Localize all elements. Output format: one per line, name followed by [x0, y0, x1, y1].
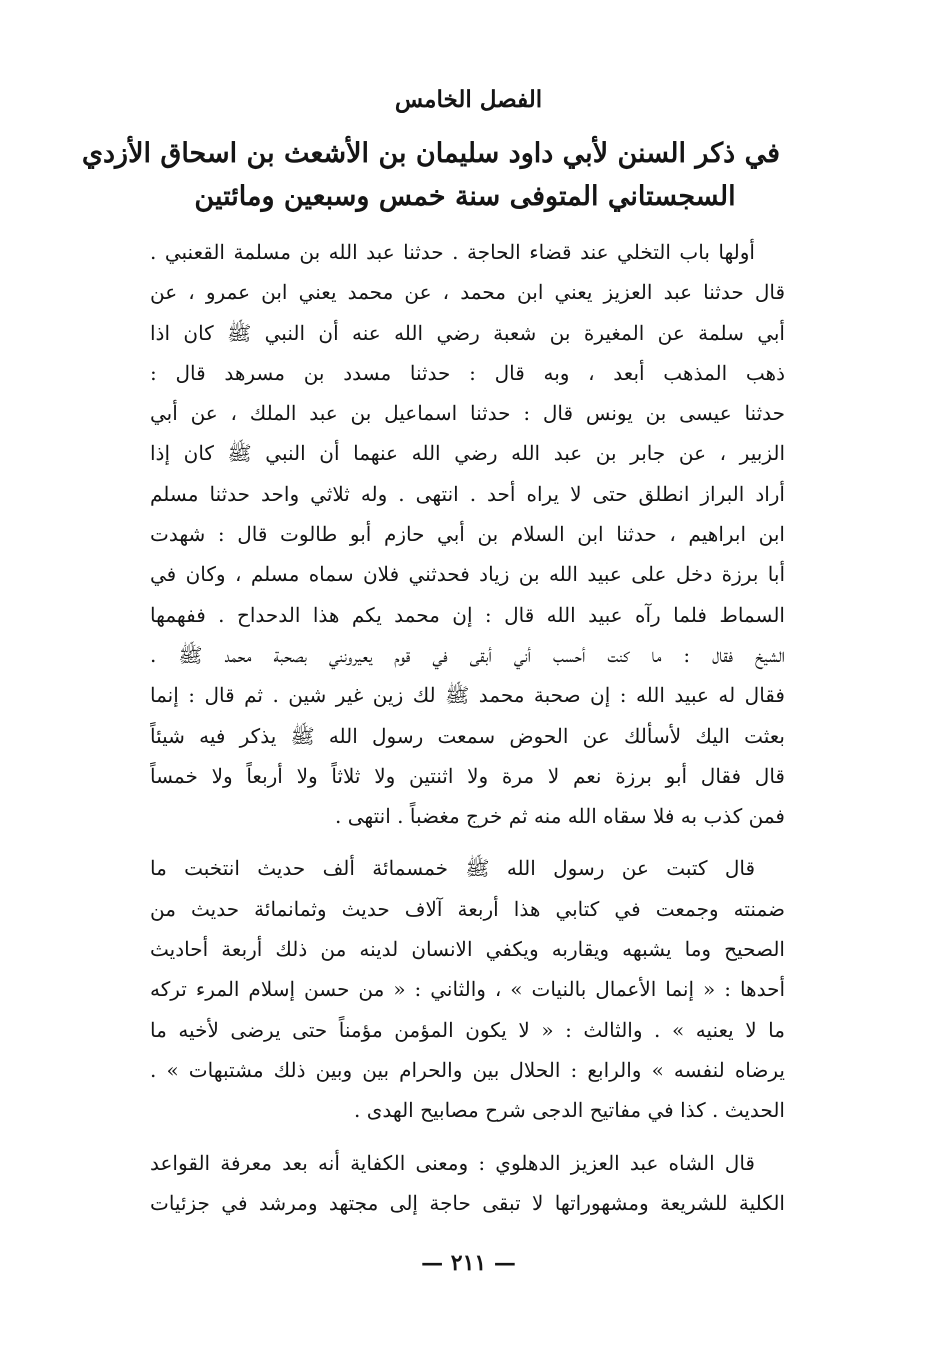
paragraph-gap — [150, 836, 785, 848]
text-line: ابن ابراهيم ، حدثنا ابن السلام بن أبي حازم أبو طالوت قال : شهدت — [150, 522, 785, 547]
text-line: ذهب المذهب أبعد ، وبه قال : حدثنا مسدد بن مسرهد قال : — [150, 360, 785, 385]
text-line: الحديث . كذا في مفاتيح الدجى شرح مصابيح الهدى . — [353, 1098, 785, 1123]
paragraph-3 — [150, 1143, 785, 1224]
text-line: أبا برزة دخل على عبيد الله بن زياد فحدثني فلان سماه مسلم ، وكان في — [150, 562, 785, 587]
text-line: فقال له عبيد الله : إن صحبة محمد ﷺ لك زين غير شين . ثم قال : إنما — [150, 683, 785, 708]
text-line: السماط فلما رآه عبيد الله قال : إن محمد يكم هذا الدحداح . ففهمها — [150, 602, 785, 627]
text-line: ما لا يعنيه » . والثالث : « لا يكون المؤمن مؤمناً حتى يرضى لأخيه ما — [150, 1017, 785, 1042]
text-line: الشيخ فقال : ما كنت أحسب أني أبقى في قوم يعيرونني بصحبة محمد ﷺ . — [150, 642, 785, 667]
page-number: — ٢١١ — — [421, 1250, 516, 1276]
heading-line-1: في ذكر السنن لأبي داود سليمان بن الأشعث بن اسحاق الأزدي — [81, 138, 780, 169]
paragraph-gap — [150, 1131, 785, 1143]
text-line: الزبير ، عن جابر بن عبد الله رضي الله عنهما أن النبي ﷺ كان إذا — [150, 441, 785, 466]
text-line: أولها باب التخلي عند قضاء الحاجة . حدثنا عبد الله بن مسلمة القعنبي . — [150, 240, 755, 264]
text-line: قال الشاه عبد العزيز الدهلوي : ومعنى الكفاية أنه بعد معرفة القواعد — [150, 1150, 755, 1175]
text-line: أراد البراز انطلق حتى لا يراه أحد . انتهى . وله ثلاثي واحد حدثنا مسلم — [150, 481, 785, 506]
section-heading — [81, 132, 780, 218]
text-line: أبي سلمة عن المغيرة بن شعبة رضي الله عنه أن النبي ﷺ كان اذا — [150, 320, 785, 345]
paragraph-2 — [150, 848, 785, 1130]
text-line: حدثنا عيسى بن يونس قال : حدثنا اسماعيل بن عبد الملك ، عن أبي — [150, 401, 785, 426]
text-line: الكلية للشريعة ومشهوراتها لا تبقى حاجة إلى مجتهد ومرشد في جزئيات — [150, 1190, 785, 1215]
text-line: قال حدثنا عبد العزيز يعني ابن محمد ، عن محمد يعني ابن عمرو ، عن — [150, 280, 785, 305]
text-line: قال فقال أبو برزة نعم لا مرة ولا اثنتين ولا ثلاثاً ولا أربعاً ولا خمساً — [150, 763, 785, 788]
text-line: الصحيح وما يشبهه ويقاربه ويكفي الانسان لدينه من ذلك أربعة أحاديث — [150, 937, 785, 962]
paragraph-1 — [150, 232, 785, 836]
text-line: فمن كذب به فلا سقاه الله منه ثم خرج مغضباً . انتهى . — [335, 804, 785, 829]
text-line: قال كتبت عن رسول الله ﷺ خمسمائة ألف حديث انتخبت ما — [150, 856, 755, 881]
text-line: بعثت اليك لأسألك عن الحوض سمعت رسول الله ﷺ يذكر فيه شيئاً — [150, 723, 785, 748]
text-line: أحدها : « إنما الأعمال بالنيات » ، والثاني : « من حسن إسلام المرء تركه — [150, 977, 785, 1002]
chapter-title: الفصل الخامس — [394, 86, 543, 113]
text-line: يرضاه لنفسه » والرابع : الحلال بين والحرام بين وبين ذلك مشتبهات » . — [150, 1057, 785, 1082]
heading-line-2: السجستاني المتوفى سنة خمس وسبعين ومائتين — [194, 181, 736, 212]
text-line: ضمنته وجمعت في كتابي هذا أربعة آلاف حديث وثمانمائة حديث من — [150, 896, 785, 921]
body-text — [150, 232, 785, 1223]
